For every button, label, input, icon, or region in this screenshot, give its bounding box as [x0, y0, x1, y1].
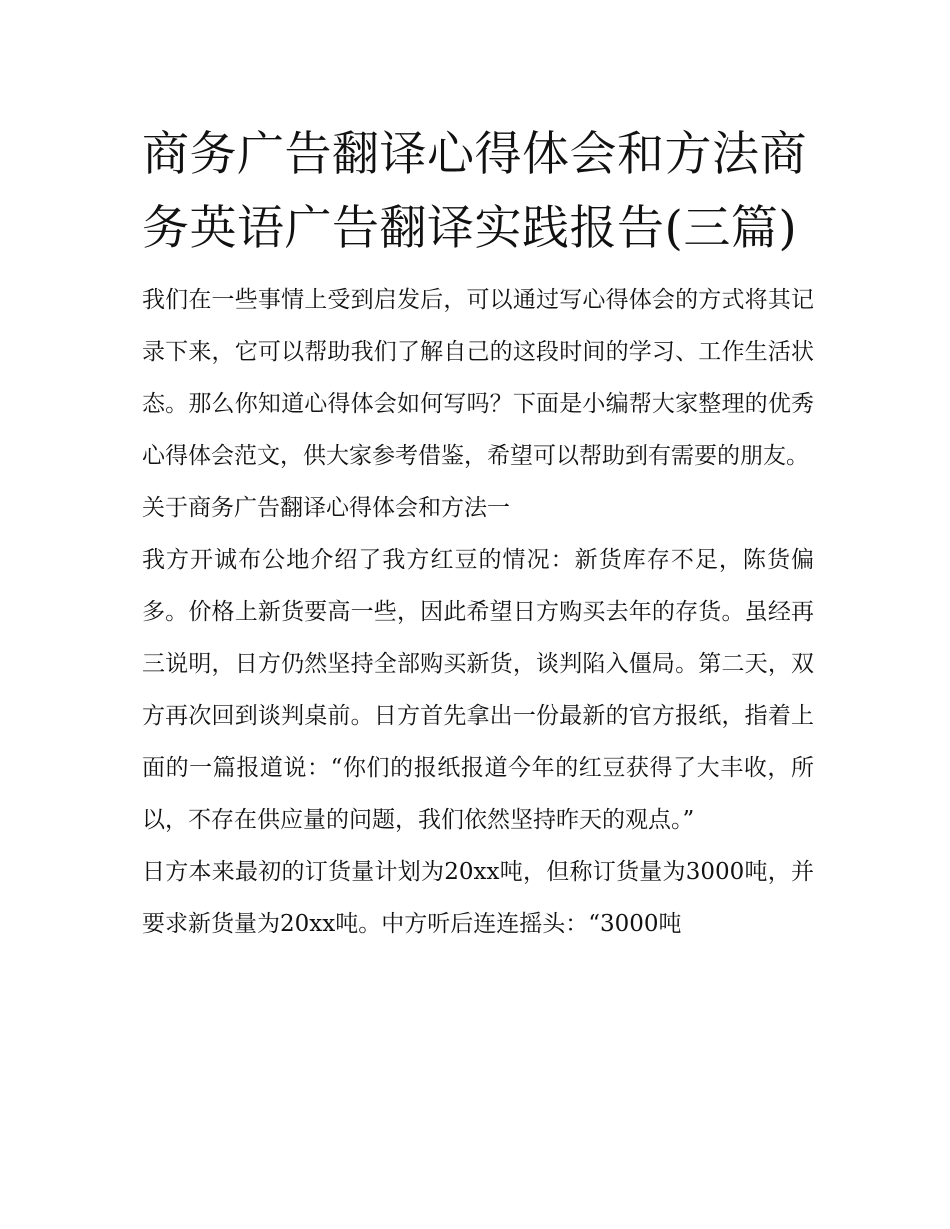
document-body: [142, 274, 814, 950]
document-content: [142, 118, 814, 950]
section-heading: 关于商务广告翻译心得体会和方法一: [142, 495, 510, 521]
body-paragraph: 我方开诚布公地介绍了我方红豆的情况：新货库存不足，陈货偏多。价格上新货要高一些，因此希望日方购买去年的存货。虽经再三说明，日方仍然坚持全部购买新货，谈判陷入僵局。第二天，双方再次回到谈判桌前。日方首先拿出一份最新的官方报纸，指着上面的一篇报道说：“你们的报纸报道今年的红豆获得了大丰收，所以，不存在供应量的问题，我们依然坚持昨天的观点。”: [142, 547, 814, 833]
body-paragraph: 日方本来最初的订货量计划为20xx吨，但称订货量为3000吨，并要求新货量为20xx吨。中方听后连连摇头：“3000吨: [142, 859, 814, 937]
document-title: 商务广告翻译心得体会和方法商务英语广告翻译实践报告(三篇): [142, 127, 807, 256]
intro-paragraph: 我们在一些事情上受到启发后，可以通过写心得体会的方式将其记录下来，它可以帮助我们了解自己的这段时间的学习、工作生活状态。那么你知道心得体会如何写吗？下面是小编帮大家整理的优秀心得体会范文，供大家参考借鉴，希望可以帮助到有需要的朋友。: [142, 287, 814, 469]
